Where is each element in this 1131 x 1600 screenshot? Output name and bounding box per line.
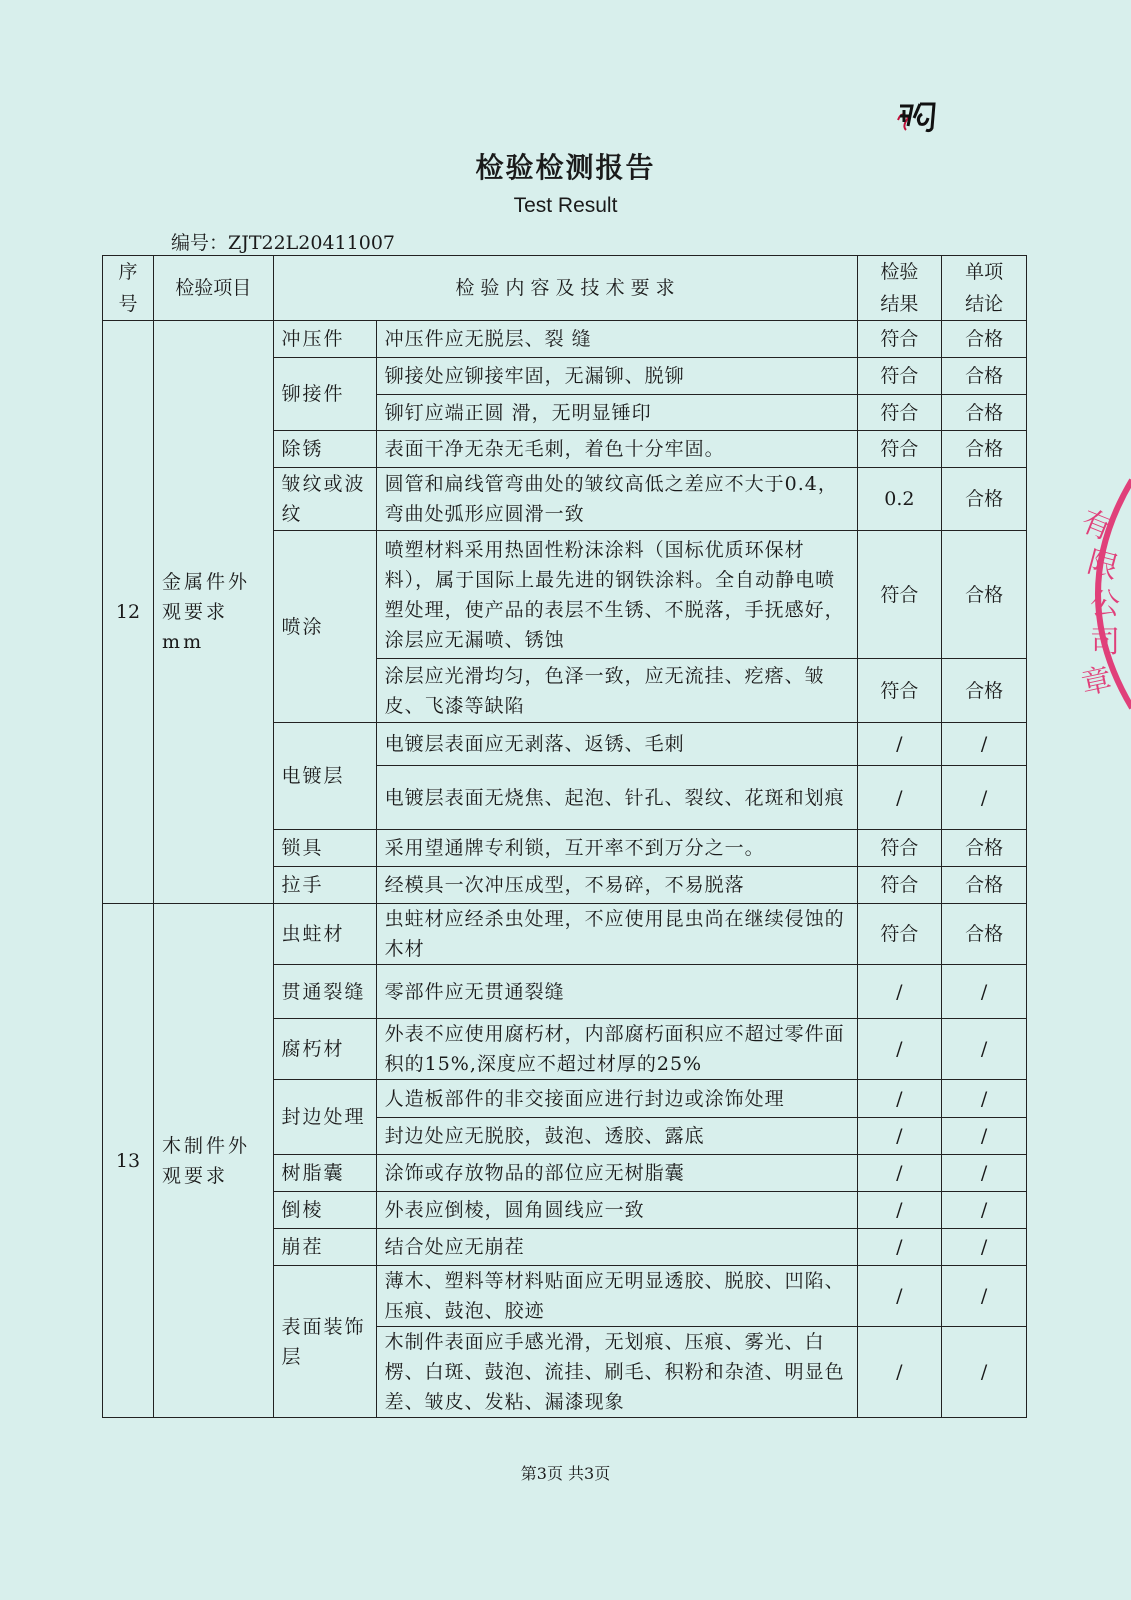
requirement-text: 电镀层表面无烧焦、起泡、针孔、裂纹、花斑和划痕 [376, 766, 857, 830]
requirement-text: 铆钉应端正圆 滑，无明显锤印 [376, 395, 857, 431]
conclusion-value: / [942, 1155, 1027, 1192]
requirement-text: 结合处应无崩茬 [376, 1229, 857, 1266]
page-footer: 第3页 共3页 [520, 1464, 611, 1483]
result-value: / [857, 723, 942, 766]
header-conclusion: 单项结论 [942, 256, 1027, 321]
requirement-text: 采用望通牌专利锁，互开率不到万分之一。 [376, 830, 857, 867]
result-value: 符合 [857, 321, 942, 358]
header-item: 检验项目 [154, 256, 273, 321]
requirement-text: 木制件表面应手感光滑，无划痕、压痕、雾光、白楞、白斑、鼓泡、流挂、刷毛、积粉和杂渣、明显色差、皱皮、发粘、漏漆现象 [376, 1327, 857, 1418]
conclusion-value: 合格 [942, 358, 1027, 395]
subitem-name: 树脂囊 [273, 1155, 376, 1192]
conclusion-value: 合格 [942, 395, 1027, 431]
subitem-name: 表面装饰层 [273, 1266, 376, 1418]
subitem-name: 喷涂 [273, 531, 376, 723]
conclusion-value: / [942, 1080, 1027, 1118]
result-value: / [857, 1019, 942, 1080]
requirement-text: 涂饰或存放物品的部位应无树脂囊 [376, 1155, 857, 1192]
requirement-text: 经模具一次冲压成型，不易碎，不易脱落 [376, 867, 857, 904]
table-row [103, 904, 1027, 965]
header-result: 检验结果 [857, 256, 942, 321]
signature [892, 96, 952, 140]
conclusion-value: / [942, 1327, 1027, 1418]
conclusion-value: / [942, 1192, 1027, 1229]
table-row [103, 321, 1027, 358]
svg-text:公: 公 [1090, 587, 1120, 622]
conclusion-value: / [942, 723, 1027, 766]
conclusion-value: 合格 [942, 468, 1027, 531]
subitem-name: 贯通裂缝 [273, 965, 376, 1019]
conclusion-value: 合格 [942, 659, 1027, 723]
result-value: 符合 [857, 358, 942, 395]
subitem-name: 电镀层 [273, 723, 376, 830]
result-value: 符合 [857, 659, 942, 723]
conclusion-value: / [942, 766, 1027, 830]
report-subtitle: Test Result [513, 194, 618, 217]
subitem-name: 皱纹或波纹 [273, 468, 376, 531]
svg-text:限: 限 [1083, 544, 1122, 587]
result-value: / [857, 1229, 942, 1266]
subitem-name: 锁具 [273, 830, 376, 867]
requirement-text: 圆管和扁线管弯曲处的皱纹高低之差应不大于0.4，弯曲处弧形应圆滑一致 [376, 468, 857, 531]
table-body [103, 321, 1027, 1418]
conclusion-value: 合格 [942, 830, 1027, 867]
svg-text:章: 章 [1078, 661, 1115, 703]
conclusion-value: 合格 [942, 431, 1027, 468]
subitem-name: 腐朽材 [273, 1019, 376, 1080]
section-seq: 12 [103, 321, 154, 904]
subitem-name: 冲压件 [273, 321, 376, 358]
requirement-text: 虫蛀材应经杀虫处理，不应使用昆虫尚在继续侵蚀的木材 [376, 904, 857, 965]
requirement-text: 外表不应使用腐朽材，内部腐朽面积应不超过零件面积的15%,深度应不超过材厚的25% [376, 1019, 857, 1080]
result-value: / [857, 1192, 942, 1229]
requirement-text: 冲压件应无脱层、裂 缝 [376, 321, 857, 358]
conclusion-value: / [942, 1019, 1027, 1080]
requirement-text: 外表应倒棱，圆角圆线应一致 [376, 1192, 857, 1229]
requirement-text: 铆接处应铆接牢固，无漏铆、脱铆 [376, 358, 857, 395]
subitem-name: 倒棱 [273, 1192, 376, 1229]
subitem-name: 封边处理 [273, 1080, 376, 1155]
subitem-name: 拉手 [273, 867, 376, 904]
svg-text:司: 司 [1090, 625, 1120, 660]
requirement-text: 人造板部件的非交接面应进行封边或涂饰处理 [376, 1080, 857, 1118]
section-item: 金属件外观要求mm [154, 321, 273, 904]
requirement-text: 涂层应光滑均匀，色泽一致，应无流挂、疙瘩、皱皮、飞漆等缺陷 [376, 659, 857, 723]
conclusion-value: 合格 [942, 321, 1027, 358]
table-header-row [103, 256, 1027, 321]
result-value: 符合 [857, 431, 942, 468]
result-value: 符合 [857, 531, 942, 659]
inspection-table [102, 255, 1027, 1418]
result-value: / [857, 1080, 942, 1118]
conclusion-value: / [942, 1118, 1027, 1155]
section-seq: 13 [103, 904, 154, 1418]
requirement-text: 表面干净无杂无毛刺，着色十分牢固。 [376, 431, 857, 468]
result-value: 符合 [857, 830, 942, 867]
conclusion-value: / [942, 1266, 1027, 1327]
requirement-text: 电镀层表面应无剥落、返锈、毛刺 [376, 723, 857, 766]
conclusion-value: 合格 [942, 904, 1027, 965]
document-number: 编号：ZJT22L20411007 [171, 232, 395, 254]
conclusion-value: 合格 [942, 867, 1027, 904]
result-value: / [857, 766, 942, 830]
subitem-name: 除锈 [273, 431, 376, 468]
result-value: / [857, 965, 942, 1019]
header-content: 检 验 内 容 及 技 术 要 求 [273, 256, 857, 321]
conclusion-value: / [942, 965, 1027, 1019]
conclusion-value: / [942, 1229, 1027, 1266]
section-item: 木制件外观要求 [154, 904, 273, 1418]
requirement-text: 零部件应无贯通裂缝 [376, 965, 857, 1019]
subitem-name: 铆接件 [273, 358, 376, 431]
result-value: 符合 [857, 395, 942, 431]
result-value: 符合 [857, 867, 942, 904]
report-title: 检验检测报告 [475, 151, 656, 184]
result-value: 0.2 [857, 468, 942, 531]
requirement-text: 喷塑材料采用热固性粉沫涂料（国标优质环保材料），属于国际上最先进的钢铁涂料。全自动静电喷塑处理，使产品的表层不生锈、不脱落，手抚感好，涂层应无漏喷、锈蚀 [376, 531, 857, 659]
svg-text:有: 有 [1076, 503, 1118, 548]
requirement-text: 封边处应无脱胶，鼓泡、透胶、露底 [376, 1118, 857, 1155]
result-value: 符合 [857, 904, 942, 965]
result-value: / [857, 1327, 942, 1418]
subitem-name: 崩茬 [273, 1229, 376, 1266]
subitem-name: 虫蛀材 [273, 904, 376, 965]
company-stamp [1074, 474, 1131, 714]
header-seq: 序号 [103, 256, 154, 321]
result-value: / [857, 1118, 942, 1155]
conclusion-value: 合格 [942, 531, 1027, 659]
result-value: / [857, 1155, 942, 1192]
result-value: / [857, 1266, 942, 1327]
requirement-text: 薄木、塑料等材料贴面应无明显透胶、脱胶、凹陷、压痕、鼓泡、胶迹 [376, 1266, 857, 1327]
